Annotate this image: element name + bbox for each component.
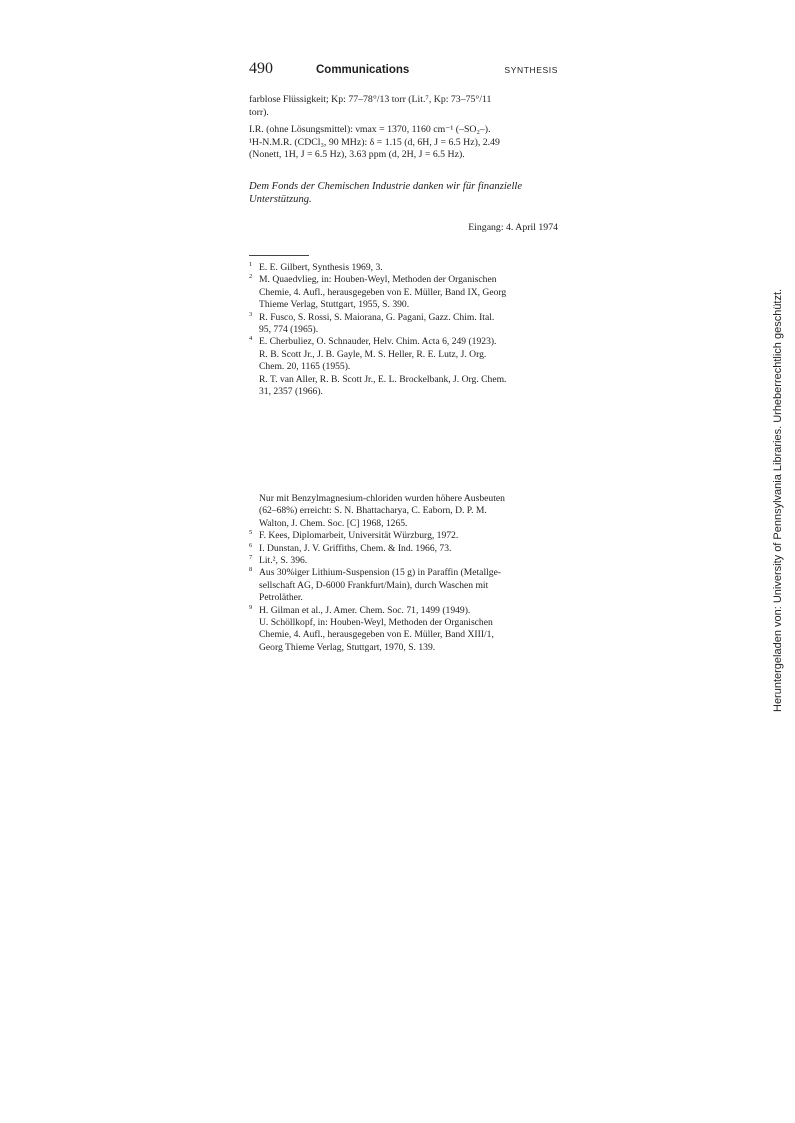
section-title: Communications xyxy=(316,64,410,76)
download-notice: Heruntergeladen von: University of Pennsylvania Libraries. Urheberrechtlich geschützt. xyxy=(772,288,784,712)
ack-line: Dem Fonds der Chemischen Industrie danken wir für finanzielle xyxy=(249,181,523,192)
journal-name: SYNTHESIS xyxy=(504,65,558,75)
reference-item: 1 E. E. Gilbert, Synthesis 1969, 3. xyxy=(249,261,383,273)
data-line: farblose Flüssigkeit; Kp: 77–78°/13 torr (Lit.⁷, Kp: 73–75°/11 xyxy=(249,94,492,105)
reference-item: 8 Aus 30%iger Lithium-Suspension (15 g) in Paraffin (Metallge- sellschaft AG, D-6000 Frankfurt/Main), durch Waschen mit Petroläther. xyxy=(249,566,502,604)
reference-number: 4 xyxy=(249,335,253,343)
spectral-data xyxy=(249,94,558,162)
reference-item: 3 R. Fusco, S. Rossi, S. Maiorana, G. Pagani, Gazz. Chim. Ital. 95, 774 (1965). xyxy=(249,310,495,336)
reference-number: 9 xyxy=(249,603,253,611)
acknowledgement xyxy=(249,180,558,206)
reference-number: 1 xyxy=(249,261,253,268)
references-top xyxy=(249,262,558,398)
reference-number: 3 xyxy=(249,310,253,318)
reference-number: 6 xyxy=(249,541,253,549)
page-header xyxy=(249,60,558,80)
data-line: (Nonett, 1H, J = 6.5 Hz), 3.63 ppm (d, 2H, J = 6.5 Hz). xyxy=(249,149,465,161)
ack-line: Unterstützung. xyxy=(249,194,312,205)
data-line: I.R. (ohne Lösungsmittel): νmax = 1370, 1160 cm⁻¹ (–SO₂–). xyxy=(249,124,491,136)
reference-number: 8 xyxy=(249,566,253,574)
page-number: 490 xyxy=(249,60,273,77)
reference-item: 2 M. Quaedvlieg, in: Houben-Weyl, Methoden der Organischen Chemie, 4. Aufl., herausgegeben von E. Müller, Band IX, Georg Thieme Verlag, Stuttgart, 1955, S. 390. xyxy=(249,273,507,311)
reference-continuation: Nur mit Benzylmagnesium-chloriden wurden höhere Ausbeuten (62–68%) erreicht: S. N. Bhattacharya, C. Eaborn, D. P. M. Walton, J. Chem. Soc. [C] 1968, 1265. xyxy=(259,493,505,529)
footnote-divider xyxy=(249,255,309,256)
reference-item: 6 I. Dunstan, J. V. Griffiths, Chem. & Ind. 1966, 73. xyxy=(249,541,452,554)
references-bottom xyxy=(249,493,558,654)
received-date: Eingang: 4. April 1974 xyxy=(468,222,558,233)
reference-item: 5 F. Kees, Diplomarbeit, Universität Würzburg, 1972. xyxy=(249,529,459,542)
reference-item: 7 Lit.², S. 396. xyxy=(249,554,308,567)
reference-number: 5 xyxy=(249,529,253,537)
reference-number: 2 xyxy=(249,273,253,281)
reference-item: 4 E. Cherbuliez, O. Schnauder, Helv. Chim. Acta 6, 249 (1923). R. B. Scott Jr., J. B. Gayle, M. S. Heller, R. E. Lutz, J. Org. Chem. 20, 1165 (1955). R. T. van Aller, R. B. Scott Jr., E. L. Brockelbank, J. Org. Chem. 31, 2357 (1966). xyxy=(249,335,507,398)
data-line: ¹H-N.M.R. (CDCl₃, 90 MHz): δ = 1.15 (d, 6H, J = 6.5 Hz), 2.49 xyxy=(249,136,500,148)
data-line: torr). xyxy=(249,106,269,118)
reference-item: 9 H. Gilman et al., J. Amer. Chem. Soc. 71, 1499 (1949). U. Schöllkopf, in: Houben-Weyl, Methoden der Organischen Chemie, 4. Aufl., herausgegeben von E. Müller, Band XIII/1, Georg Thieme Verlag, Stuttgart, 1970, S. 139. xyxy=(249,603,494,653)
reference-number: 7 xyxy=(249,554,253,562)
